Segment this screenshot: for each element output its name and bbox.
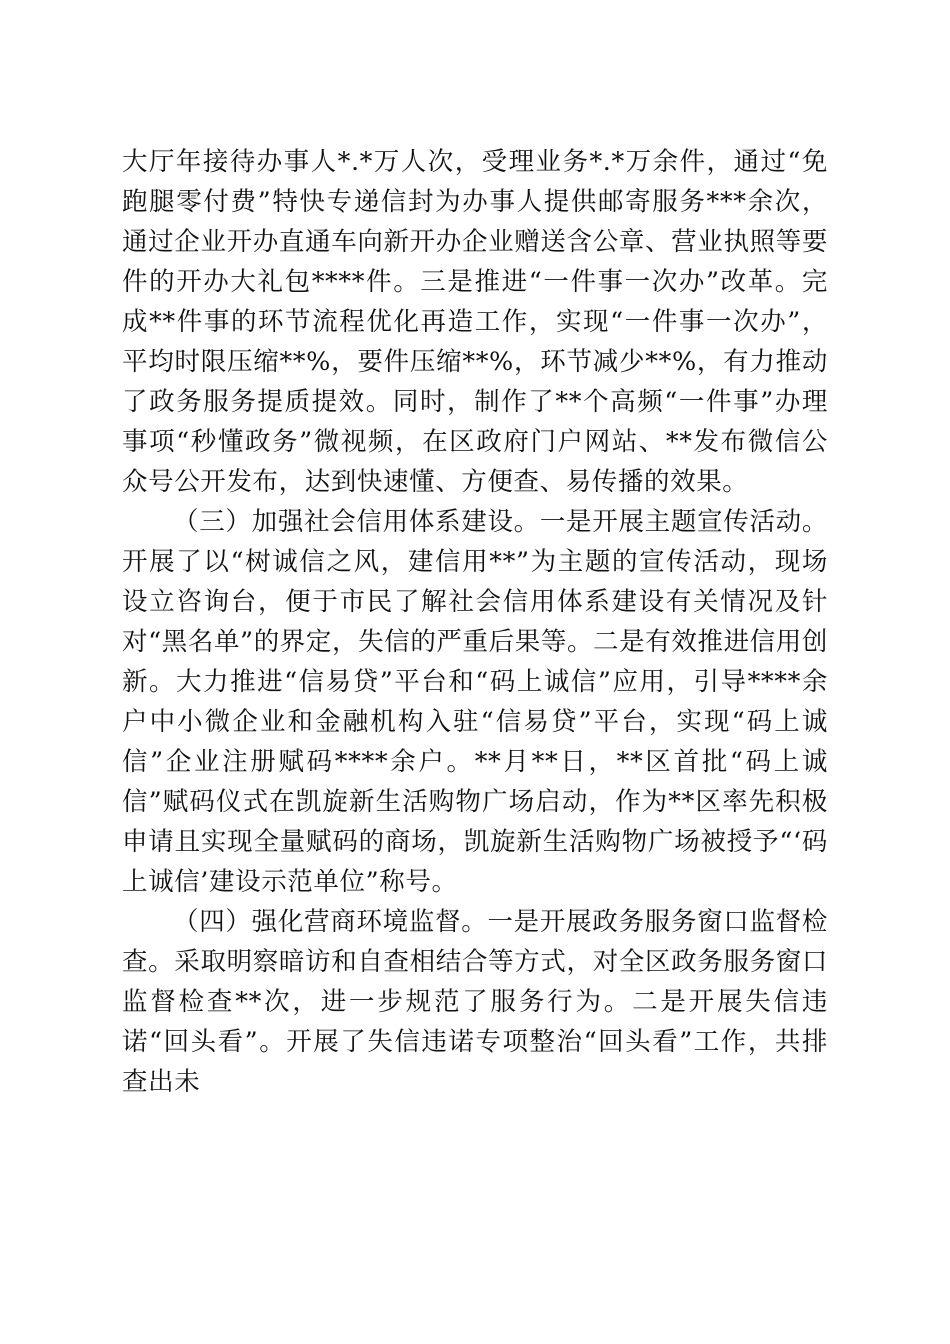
paragraph-social-credit: （三）加强社会信用体系建设。一是开展主题宣传活动。开展了以“树诚信之风，建信用**”为主题的宣传活动，现场设立咨询台，便于市民了解社会信用体系建设有关情况及针对“黑名单”的界定，失信的严重后果等。二是有效推进信用创新。大力推进“信易贷”平台和“码上诚信”应用，引导****余户中小微企业和金融机构入驻“信易贷”平台，实现“码上诚信”企业注册赋码****余户。**月**日，**区首批“码上诚信”赋码仪式在凯旋新生活购物广场启动，作为**区率先积极申请且实现全量赋码的商场，凯旋新生活购物广场被授予“‘码上诚信’建设示范单位”称号。: [122, 507, 828, 897]
paragraph-continuation: 大厅年接待办事人*.*万人次，受理业务*.*万余件，通过“免跑腿零付费”特快专递信封为办事人提供邮寄服务***余次，通过企业开办直通车向新开办企业赠送含公章、营业执照等要件的开办大礼包****件。三是推进“一件事一次办”改革。完成**件事的环节流程优化再造工作，实现“一件事一次办”，平均时限压缩**%，要件压缩**%，环节减少**%，有力推动了政务服务提质提效。同时，制作了**个高频“一件事”办理事项“秒懂政务”微视频，在区政府门户网站、**发布微信公众号公开发布，达到快速懂、方便查、易传播的效果。: [122, 147, 828, 497]
document-body: [122, 142, 828, 1102]
paragraph-business-supervision: （四）强化营商环境监督。一是开展政务服务窗口监督检查。采取明察暗访和自查相结合等方式，对全区政务服务窗口监督检查**次，进一步规范了服务行为。二是开展失信违诺“回头看”。开展了失信违诺专项整治“回头看”工作，共排查出未: [122, 907, 828, 1097]
